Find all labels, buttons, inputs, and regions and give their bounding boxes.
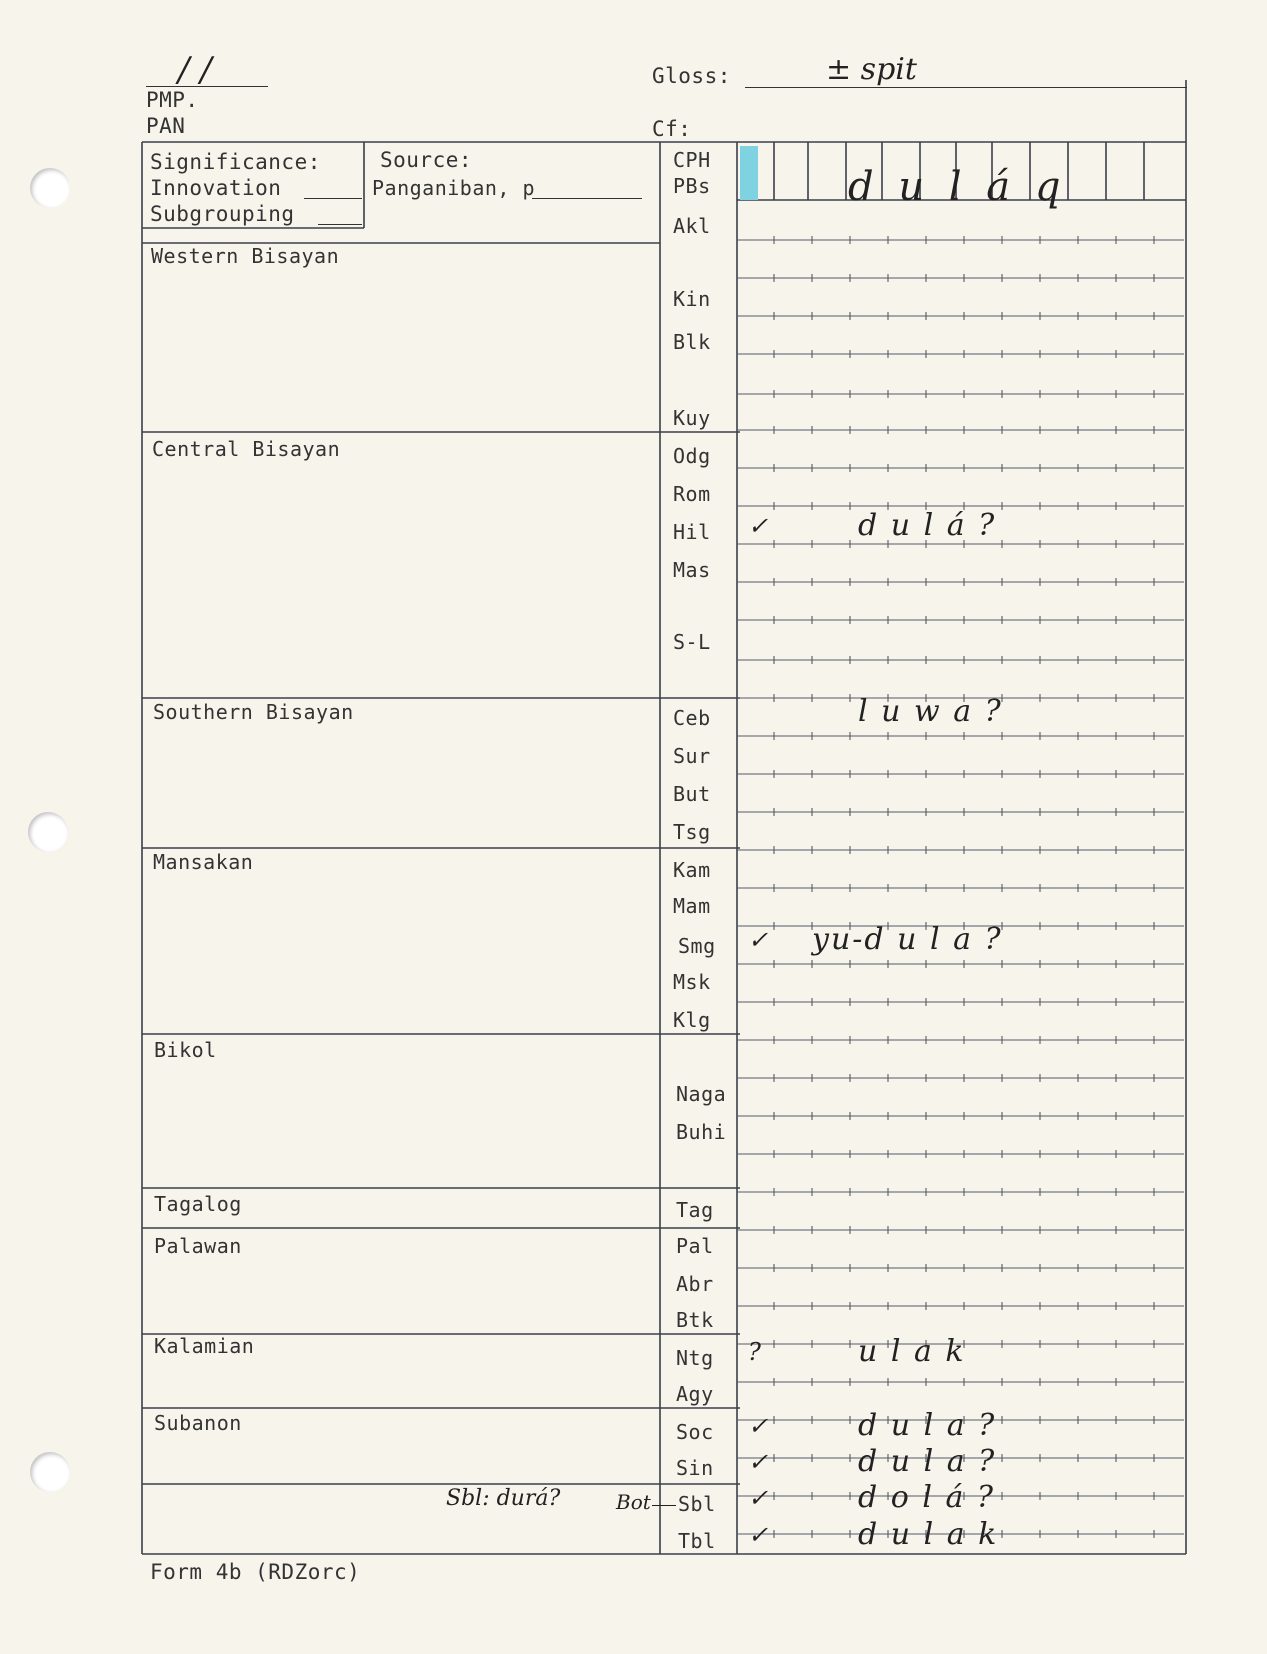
reflex-entry: u l a k [858, 1334, 966, 1369]
group-bikol: Bikol [154, 1038, 217, 1062]
group-kalamian: Kalamian [154, 1334, 255, 1358]
source-label: Source: [380, 148, 473, 172]
language-code: Rom [673, 482, 711, 506]
language-code: But [673, 782, 711, 806]
language-code: Pal [676, 1234, 714, 1258]
pan-label: PAN [146, 114, 186, 138]
language-code: Agy [676, 1382, 714, 1406]
language-code: Akl [673, 214, 711, 238]
pmp-label: PMP. [146, 88, 199, 112]
language-code: Msk [673, 970, 711, 994]
language-code: Mam [673, 894, 711, 918]
language-code: Kam [673, 858, 711, 882]
number-underline [146, 86, 268, 87]
language-code: Soc [676, 1420, 714, 1444]
check-mark: ✓ [748, 1412, 769, 1440]
language-code: Sin [676, 1456, 714, 1480]
gloss-underline [745, 87, 1187, 88]
reflex-entry: d u l á q [848, 164, 1067, 210]
significance-label: Significance: [150, 150, 321, 174]
language-code: Buhi [676, 1120, 727, 1144]
language-code: Sur [673, 744, 711, 768]
check-mark: ✓ [748, 1521, 769, 1549]
subgrouping-blank [318, 224, 362, 225]
language-code: Btk [676, 1308, 714, 1332]
bot-dash [652, 1505, 676, 1506]
cf-label: Cf: [652, 117, 692, 141]
language-code: Smg [678, 934, 716, 958]
group-southern-bisayan: Southern Bisayan [153, 700, 354, 724]
check-mark: ✓ [748, 512, 769, 540]
check-mark: ✓ [748, 1484, 769, 1512]
language-code: Klg [673, 1008, 711, 1032]
gloss-value: ± spit [826, 52, 917, 87]
language-code: Ceb [673, 706, 711, 730]
check-mark: ✓ [748, 1448, 769, 1476]
language-code: PBs [673, 174, 711, 198]
reflex-entry: l u w a ? [858, 694, 1003, 729]
language-code: Tsg [673, 820, 711, 844]
group-tagalog: Tagalog [154, 1192, 242, 1216]
language-code: Blk [673, 330, 711, 354]
gloss-label: Gloss: [652, 64, 731, 88]
language-code: Tbl [678, 1529, 716, 1553]
number-marks: / / [178, 50, 212, 90]
reflex-entry: d u l a k [858, 1517, 999, 1552]
form-label: Form 4b (RDZorc) [150, 1560, 361, 1584]
subgrouping-label: Subgrouping [150, 202, 295, 226]
highlight-swatch [740, 146, 758, 200]
group-mansakan: Mansakan [153, 850, 254, 874]
language-code: Sbl [678, 1492, 716, 1516]
check-mark: ? [748, 1338, 761, 1366]
language-code: S-L [673, 630, 711, 654]
source-blank [532, 198, 642, 199]
reflex-entry: d o l á ? [858, 1480, 995, 1515]
language-code: Abr [676, 1272, 714, 1296]
language-code: Mas [673, 558, 711, 582]
language-code: Odg [673, 444, 711, 468]
source-value: Panganiban, p [372, 176, 536, 200]
language-code: Tag [676, 1198, 714, 1222]
group-central-bisayan: Central Bisayan [152, 437, 341, 461]
sbl-note: Sbl: durá? [446, 1486, 561, 1511]
reflex-entry: d u l a ? [858, 1408, 997, 1443]
bot-note: Bot [616, 1490, 651, 1514]
innovation-blank [304, 198, 362, 199]
group-subanon: Subanon [154, 1411, 242, 1435]
language-code: Kin [673, 287, 711, 311]
check-mark: ✓ [748, 926, 769, 954]
language-code: Ntg [676, 1346, 714, 1370]
language-code: Kuy [673, 406, 711, 430]
language-code: Hil [673, 520, 711, 544]
language-code: Naga [676, 1082, 727, 1106]
language-code: CPH [673, 148, 711, 172]
reflex-entry: d u l á ? [858, 508, 997, 543]
group-western-bisayan: Western Bisayan [151, 244, 340, 268]
reflex-entry: d u l a ? [858, 1444, 997, 1479]
innovation-label: Innovation [150, 176, 282, 200]
group-palawan: Palawan [154, 1234, 242, 1258]
reflex-entry: yu-d u l a ? [812, 922, 1003, 957]
